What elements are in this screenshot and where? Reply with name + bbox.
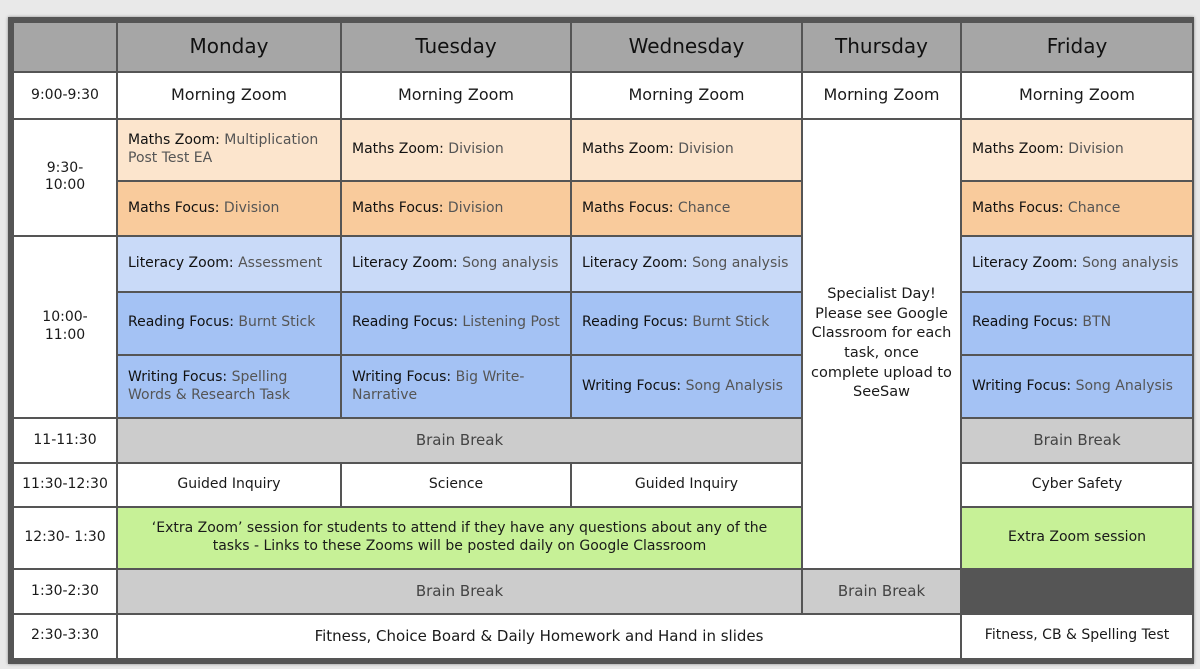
cell-value: Spelling Words & Research Task (128, 368, 290, 403)
specialist-day-cell: Specialist Day! Please see Google Classroom for each task, once complete upload to SeeSaw (802, 119, 961, 570)
extra-zoom-mon-wed: ‘Extra Zoom’ session for students to attend if they have any questions about any of the tasks - Links to these Zooms will be posted daily on Google Classroom (117, 507, 802, 569)
cell-label: Writing Focus: (128, 368, 228, 385)
reading-focus-wednesday (571, 292, 802, 355)
literacy-zoom-monday (117, 236, 341, 291)
row-maths-zoom (13, 119, 1193, 181)
time-cell: 10:00- 11:00 (13, 236, 117, 418)
day-header-monday: Monday (117, 22, 341, 72)
maths-focus-tuesday (341, 181, 571, 236)
cell-label: Reading Focus: (128, 314, 234, 331)
row-fitness (13, 614, 1193, 659)
cell-label: Maths Zoom: (128, 131, 220, 148)
cell-value: Song analysis (687, 255, 789, 272)
cell-label: Literacy Zoom: (972, 255, 1078, 272)
header-row (13, 22, 1193, 72)
day-header-thursday: Thursday (802, 22, 961, 72)
cell-label: Maths Focus: (352, 199, 444, 216)
morning-zoom-tuesday: Morning Zoom (341, 72, 571, 118)
time-cell: 9:00-9:30 (13, 72, 117, 118)
cell-value: Song analysis (457, 255, 559, 272)
row-maths-focus (13, 181, 1193, 236)
afternoon-monday: Guided Inquiry (117, 463, 341, 507)
cell-value: Chance (673, 199, 731, 216)
cell-label: Maths Zoom: (352, 140, 444, 157)
cell-value: Burnt Stick (233, 314, 316, 331)
cell-label: Writing Focus: (972, 377, 1072, 394)
cell-label: Reading Focus: (582, 314, 688, 331)
row-morning-zoom (13, 72, 1193, 118)
row-reading-focus (13, 292, 1193, 355)
afternoon-wednesday: Guided Inquiry (571, 463, 802, 507)
day-header-friday: Friday (961, 22, 1193, 72)
time-cell: 2:30-3:30 (13, 614, 117, 659)
brain-break-mon-wed: Brain Break (117, 418, 802, 462)
cell-value: Big Write- Narrative (352, 368, 525, 403)
literacy-zoom-friday (961, 236, 1193, 291)
cell-value: Song Analysis (681, 377, 783, 394)
afternoon-friday: Cyber Safety (961, 463, 1193, 507)
maths-focus-wednesday (571, 181, 802, 236)
day-header-wednesday: Wednesday (571, 22, 802, 72)
maths-zoom-monday (117, 119, 341, 181)
cell-label: Maths Zoom: (582, 140, 674, 157)
maths-zoom-wednesday (571, 119, 802, 181)
brain-break-friday-2: Brain Break (802, 569, 961, 613)
cell-value: Multiplication Post Test EA (128, 131, 319, 166)
cell-value: Assessment (233, 255, 323, 272)
cell-value: Division (1063, 140, 1124, 157)
reading-focus-tuesday (341, 292, 571, 355)
row-afternoon-session (13, 463, 1193, 507)
morning-zoom-monday: Morning Zoom (117, 72, 341, 118)
time-cell: 9:30- 10:00 (13, 119, 117, 237)
maths-focus-monday (117, 181, 341, 236)
row-brain-break-1 (13, 418, 1193, 462)
extra-zoom-friday: Extra Zoom session (961, 507, 1193, 569)
weekly-timetable (12, 21, 1194, 660)
day-header-tuesday: Tuesday (341, 22, 571, 72)
cell-label: Literacy Zoom: (582, 255, 688, 272)
cell-value: Burnt Stick (687, 314, 770, 331)
row-writing-focus (13, 355, 1193, 418)
fitness-mon-thu: Fitness, Choice Board & Daily Homework and Hand in slides (117, 614, 961, 659)
row-literacy-zoom (13, 236, 1193, 291)
timetable-frame (8, 17, 1194, 664)
cell-value: Division (443, 199, 504, 216)
time-cell: 11-11:30 (13, 418, 117, 462)
cell-value: Song analysis (1077, 255, 1179, 272)
cell-label: Maths Focus: (582, 199, 674, 216)
cell-label: Maths Zoom: (972, 140, 1064, 157)
cell-label: Reading Focus: (972, 314, 1078, 331)
cell-label: Writing Focus: (582, 377, 682, 394)
afternoon-tuesday: Science (341, 463, 571, 507)
writing-focus-monday (117, 355, 341, 418)
brain-break-friday: Brain Break (961, 418, 1193, 462)
writing-focus-wednesday (571, 355, 802, 418)
cell-label: Literacy Zoom: (128, 255, 234, 272)
row-brain-break-2 (13, 569, 1193, 613)
cell-value: Division (219, 199, 280, 216)
reading-focus-friday (961, 292, 1193, 355)
cell-label: Maths Focus: (128, 199, 220, 216)
cell-value: Division (443, 140, 504, 157)
writing-focus-tuesday (341, 355, 571, 418)
fitness-friday: Fitness, CB & Spelling Test (961, 614, 1193, 659)
cell-label: Maths Focus: (972, 199, 1064, 216)
cell-label: Reading Focus: (352, 314, 458, 331)
maths-zoom-friday (961, 119, 1193, 181)
cell-label: Writing Focus: (352, 368, 452, 385)
row-extra-zoom (13, 507, 1193, 569)
time-cell: 12:30- 1:30 (13, 507, 117, 569)
cell-value: BTN (1077, 314, 1112, 331)
morning-zoom-friday: Morning Zoom (961, 72, 1193, 118)
literacy-zoom-tuesday (341, 236, 571, 291)
morning-zoom-thursday: Morning Zoom (802, 72, 961, 118)
maths-focus-friday (961, 181, 1193, 236)
maths-zoom-tuesday (341, 119, 571, 181)
reading-focus-monday (117, 292, 341, 355)
time-cell: 11:30-12:30 (13, 463, 117, 507)
cell-value: Chance (1063, 199, 1121, 216)
corner-cell (13, 22, 117, 72)
brain-break-mon-wed-2: Brain Break (117, 569, 802, 613)
literacy-zoom-wednesday (571, 236, 802, 291)
cell-value: Song Analysis (1071, 377, 1173, 394)
time-cell: 1:30-2:30 (13, 569, 117, 613)
morning-zoom-wednesday: Morning Zoom (571, 72, 802, 118)
writing-focus-friday (961, 355, 1193, 418)
cell-label: Literacy Zoom: (352, 255, 458, 272)
cell-value: Division (673, 140, 734, 157)
cell-value: Listening Post (457, 314, 560, 331)
